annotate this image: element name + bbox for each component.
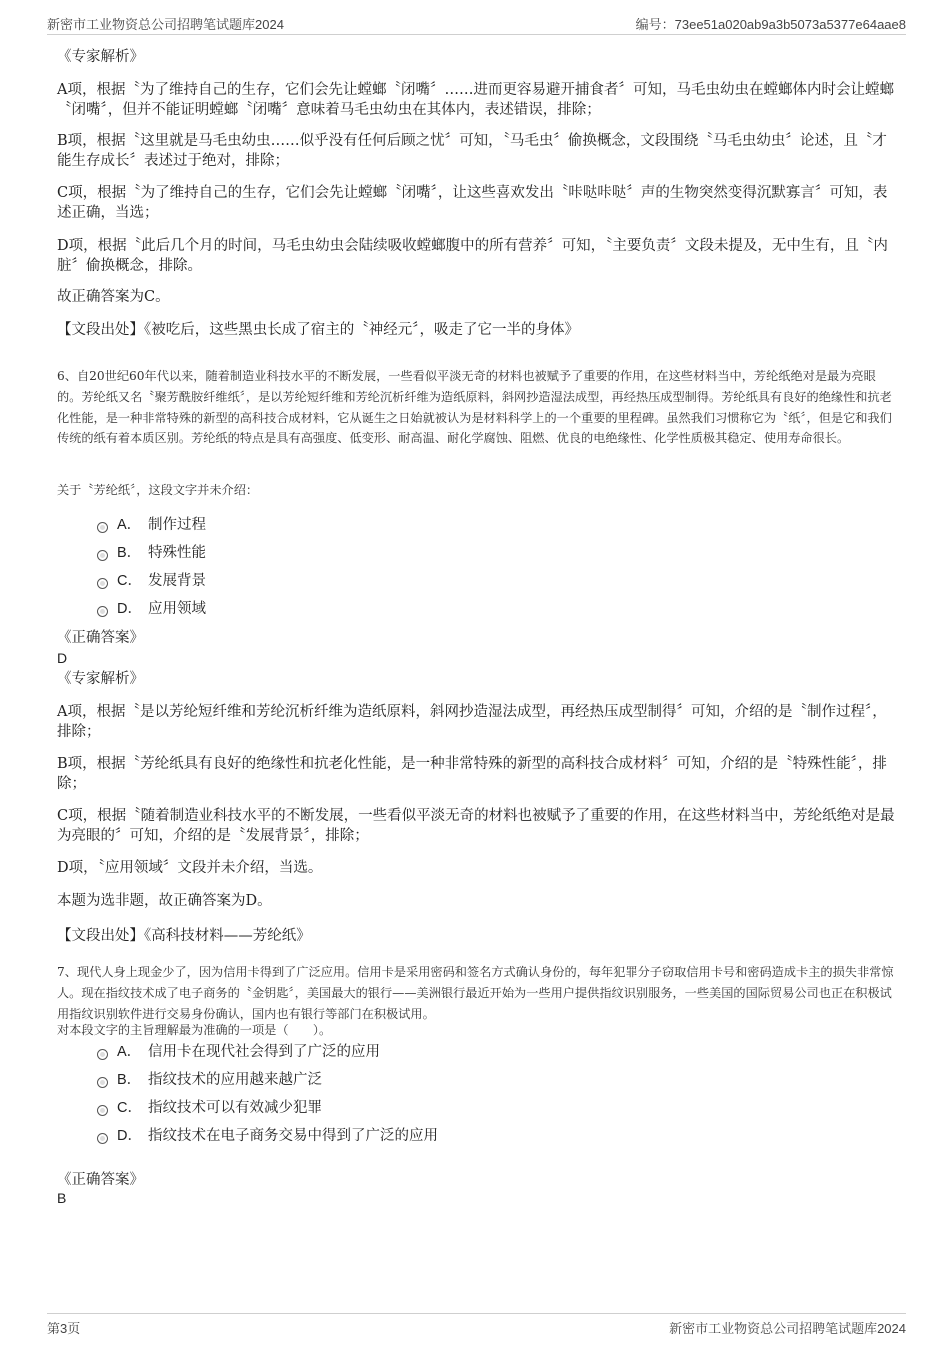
option-key: D． <box>117 1128 142 1144</box>
option-text: 指纹技术的应用越来越广泛 <box>148 1072 322 1088</box>
q6-analysis-c: C项，根据〝随着制造业科技水平的不断发展，一些看似平淡无奇的材料也被赋予了重要的作用，在这些材料当中，芳纶纸绝对是最为亮眼的〞可知，介绍的是〝发展背景〞，排除； <box>57 808 895 844</box>
q6-answer: D <box>57 650 68 666</box>
q5-analysis-b: B项，根据〝这里就是马毛虫幼虫……似乎没有任何后顾之忧〞可知，〝马毛虫〞偷换概念，文段围绕〝马毛虫幼虫〞论述，且〝才能生存成长〞表述过于绝对，排除； <box>57 133 887 169</box>
radio-icon[interactable] <box>97 522 108 533</box>
q7-passage: 7、现代人身上现金少了，因为信用卡得到了广泛应用。信用卡是采用密码和签名方式确认身份的，每年犯罪分子窃取信用卡号和密码造成卡主的损失非常惊人。现在指纹技术成了电子商务的〝金钥匙〞，美国最大的银行——美洲银行最近开始为一些用户提供指纹识别服务，一些美国的国际贸易公司也正在积极试用指纹识别软件进行交易身份确认，国内也有银行等部门在积极试用。 <box>57 965 894 1021</box>
q7-option-d[interactable] <box>97 1126 438 1146</box>
radio-icon[interactable] <box>97 1105 108 1116</box>
q7-option-b[interactable] <box>97 1070 322 1090</box>
q6-source: 【文段出处】《高科技材料——芳纶纸》 <box>57 928 311 944</box>
option-key: B． <box>117 1072 142 1088</box>
q5-analysis-label: 《专家解析》 <box>57 49 144 65</box>
option-key: A． <box>117 1044 142 1060</box>
q7-option-a[interactable] <box>97 1042 380 1062</box>
page-footer <box>47 1313 906 1336</box>
q7-answer-label: 《正确答案》 <box>57 1172 144 1188</box>
q5-analysis-a: A项，根据〝为了维持自己的生存，它们会先让螳螂〝闭嘴〞……进而更容易避开捕食者〞可知，马毛虫幼虫在螳螂体内时会让螳螂〝闭嘴〞，但并不能证明螳螂〝闭嘴〞意味着马毛虫幼虫在其体内，表述错误，排除； <box>57 82 894 118</box>
option-text: 应用领域 <box>148 601 206 617</box>
footer-page-number: 第3页 <box>47 1321 81 1336</box>
radio-icon[interactable] <box>97 1077 108 1088</box>
radio-icon[interactable] <box>97 1049 108 1060</box>
q5-source: 【文段出处】《被吃后，这些黑虫长成了宿主的〝神经元〞，吸走了它一半的身体》 <box>57 322 579 338</box>
option-text: 信用卡在现代社会得到了广泛的应用 <box>148 1044 380 1060</box>
header-code: 编号：73ee51a020ab9a3b5073a5377e64aae8 <box>635 17 906 32</box>
option-key: D． <box>117 601 142 617</box>
q6-option-c[interactable] <box>97 571 206 591</box>
option-text: 制作过程 <box>148 517 206 533</box>
q6-analysis-a: A项，根据〝是以芳纶短纤维和芳纶沉析纤维为造纸原料，斜网抄造湿法成型，再经热压成型制得〞可知，介绍的是〝制作过程〞，排除； <box>57 704 887 740</box>
q6-analysis-b: B项，根据〝芳纶纸具有良好的绝缘性和抗老化性能，是一种非常特殊的新型的高科技合成材料〞可知，介绍的是〝特殊性能〞，排除； <box>57 756 887 792</box>
radio-icon[interactable] <box>97 578 108 589</box>
option-key: C． <box>117 573 142 589</box>
option-text: 发展背景 <box>148 573 206 589</box>
radio-icon[interactable] <box>97 606 108 617</box>
q5-conclusion: 故正确答案为C。 <box>57 289 170 305</box>
option-text: 指纹技术在电子商务交易中得到了广泛的应用 <box>148 1128 438 1144</box>
q6-stem: 关于〝芳纶纸〞，这段文字并未介绍： <box>57 483 259 497</box>
q5-analysis-c: C项，根据〝为了维持自己的生存，它们会先让螳螂〝闭嘴〞，让这些喜欢发出〝咔哒咔哒〞声的生物突然变得沉默寡言〞可知，表述正确，当选； <box>57 185 888 221</box>
footer-title: 新密市工业物资总公司招聘笔试题库2024 <box>669 1321 906 1336</box>
option-key: A． <box>117 517 142 533</box>
q7-option-c[interactable] <box>97 1098 322 1118</box>
header-title: 新密市工业物资总公司招聘笔试题库2024 <box>47 17 284 32</box>
q6-analysis-label: 《专家解析》 <box>57 671 144 687</box>
q6-conclusion: 本题为选非题，故正确答案为D。 <box>57 893 272 909</box>
q6-option-a[interactable] <box>97 515 206 535</box>
option-text: 指纹技术可以有效减少犯罪 <box>148 1100 322 1116</box>
page-header <box>47 12 906 35</box>
radio-icon[interactable] <box>97 1133 108 1144</box>
radio-icon[interactable] <box>97 550 108 561</box>
q6-analysis-d: D项，〝应用领域〞文段并未介绍，当选。 <box>57 860 323 876</box>
q6-passage: 6、自20世纪60年代以来，随着制造业科技水平的不断发展，一些看似平淡无奇的材料也被赋予了重要的作用，在这些材料当中，芳纶纸绝对是最为亮眼的。芳纶纸又名〝聚芳酰胺纤维纸〞，是以芳纶短纤维和芳纶沉析纤维为造纸原料，斜网抄造湿法成型，再经热压成型制得。芳纶纸具有良好的绝缘性和抗老化性能，是一种非常特殊的新型的高科技合成材料，它从诞生之日始就被认为是材料科学上的一个重要的里程碑。虽然我们习惯称它为〝纸〞，但是它和我们传统的纸有着本质区别。芳纶纸的特点是具有高强度、低变形、耐高温、耐化学腐蚀、阻燃、优良的电绝缘性、化学性质极其稳定、使用寿命很长。 <box>57 369 892 446</box>
option-key: B． <box>117 545 142 561</box>
q6-option-d[interactable] <box>97 599 206 619</box>
option-text: 特殊性能 <box>148 545 206 561</box>
q6-option-b[interactable] <box>97 543 206 563</box>
q7-answer: B <box>57 1190 67 1206</box>
q7-stem: 对本段文字的主旨理解最为准确的一项是（ ）。 <box>57 1023 332 1037</box>
q5-analysis-d: D项，根据〝此后几个月的时间，马毛虫幼虫会陆续吸收螳螂腹中的所有营养〞可知，〝主要负责〞文段未提及，无中生有，且〝内脏〞偷换概念，排除。 <box>57 238 888 274</box>
q6-answer-label: 《正确答案》 <box>57 630 144 646</box>
option-key: C． <box>117 1100 142 1116</box>
